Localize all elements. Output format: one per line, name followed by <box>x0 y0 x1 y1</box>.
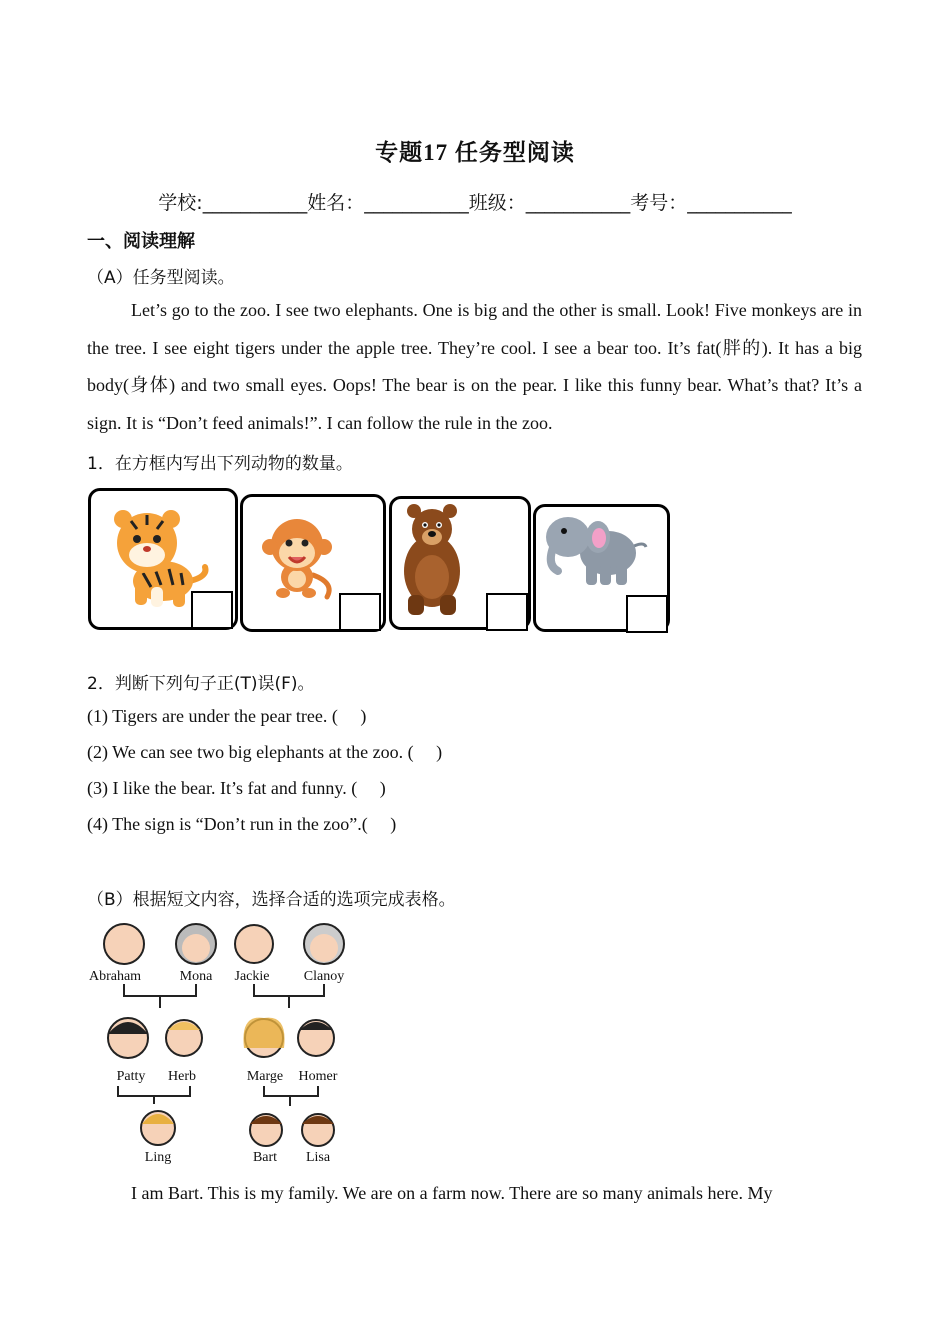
statement-2: (2) We can see two big elephants at the zoo. ( ) <box>87 742 443 762</box>
elephant-count-box[interactable] <box>626 595 668 633</box>
student-info-line: 学校:___________姓名：___________班级：___________考号：___________ <box>158 192 792 214</box>
name-homer: Homer <box>298 1069 338 1084</box>
section-heading: 一、阅读理解 <box>87 231 195 252</box>
name-lisa: Lisa <box>305 1150 331 1165</box>
grandparent-faces <box>104 924 344 964</box>
statement-4: (4) The sign is “Don’t run in the zoo”.( ) <box>87 814 397 834</box>
bear-count-box[interactable] <box>486 593 528 631</box>
name-abraham: Abraham <box>88 969 142 984</box>
animal-card-elephant <box>533 504 670 632</box>
child-faces <box>141 1111 334 1146</box>
name-marge: Marge <box>246 1069 284 1084</box>
part-a-label: （A）任务型阅读。 <box>87 268 235 288</box>
family-tree-lines <box>80 918 360 1174</box>
name-clanoy: Clanoy <box>303 969 345 984</box>
monkey-count-box[interactable] <box>339 593 381 631</box>
page-title: 专题17 任务型阅读 <box>375 140 575 165</box>
name-bart: Bart <box>252 1150 278 1165</box>
name-mona: Mona <box>179 969 213 984</box>
statement-1: (1) Tigers are under the pear tree. ( ) <box>87 706 367 726</box>
name-ling: Ling <box>144 1150 172 1165</box>
name-herb: Herb <box>168 1069 196 1084</box>
animal-card-bear <box>389 496 531 630</box>
statement-3: (3) I like the bear. It’s fat and funny. ( ) <box>87 778 386 798</box>
part-b-label: （B）根据短文内容，选择合适的选项完成表格。 <box>87 890 456 910</box>
question-1: 1．在方框内写出下列动物的数量。 <box>87 454 353 474</box>
family-tree <box>80 918 360 1174</box>
part-b-passage: I am Bart. This is my family. We are on a farm now. There are so many animals here. My <box>131 1183 773 1203</box>
part-a-passage: Let’s go to the zoo. I see two elephants. One is big and the other is small. Look! Five monkeys are in the tree. I see eight tigers under the apple tree. They’re cool. I see a bear too. It’s fat(胖的). It has a big body(身体) and two small eyes. Oops! The bear is on the pear. I like this funny bear. What’s that? It’s a sign. It is “Don’t feed animals!”. I can follow the rule in the zoo. <box>87 300 862 433</box>
animal-card-monkey <box>240 494 386 632</box>
tiger-count-box[interactable] <box>191 591 233 629</box>
animal-card-tiger <box>88 488 238 630</box>
name-patty: Patty <box>116 1069 146 1084</box>
name-jackie: Jackie <box>234 969 270 984</box>
parent-faces <box>108 1018 334 1058</box>
question-2: 2．判断下列句子正(T)误(F)。 <box>87 674 315 694</box>
